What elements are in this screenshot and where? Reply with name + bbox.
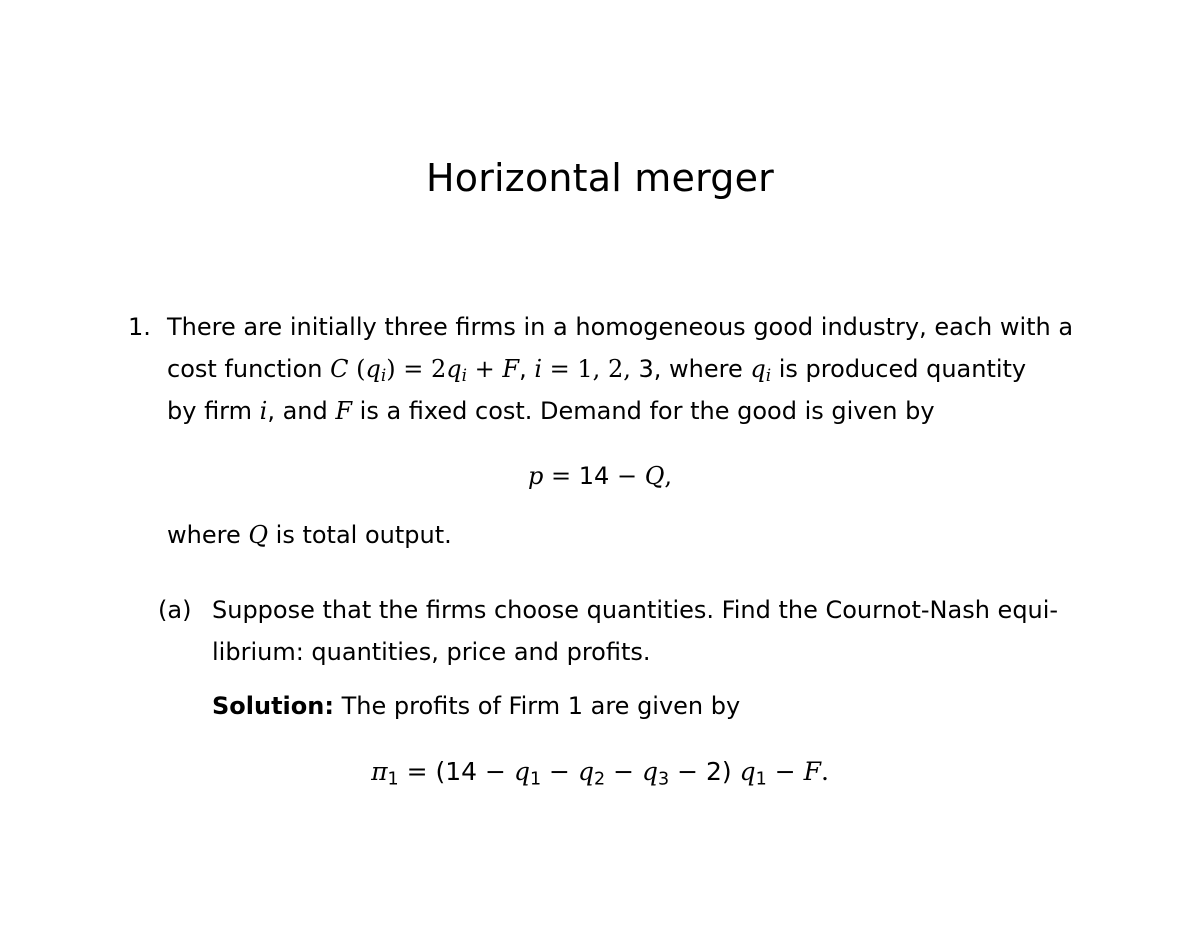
solution-text: The profits of Firm 1 are given by (333, 692, 741, 720)
problem-line-1: There are initially three firms in a homogeneous good industry, each with a (167, 313, 1074, 341)
part-a-label: (a) (158, 596, 192, 624)
where-line: where Q is total output. (167, 521, 452, 549)
problem-line-3: by firm i, and F is a fixed cost. Demand for the good is given by (167, 397, 935, 425)
solution-label: Solution: (212, 692, 334, 720)
problem-number: 1. (128, 313, 151, 341)
demand-equation: p = 14 − Q, (527, 462, 673, 490)
solution-line (212, 685, 740, 727)
part-a-text (212, 589, 1058, 673)
page-title: Horizontal merger (426, 156, 774, 200)
profit-equation: $\pi_1 = (14 - q_1 - q_2 - q_3 - 2) q_1 - F$. (371, 757, 829, 790)
problem-line-2: cost function C $(q_i) = 2q_i + F$, i = 1, 2, 3, where $q_i$ is produced quantity (167, 355, 1027, 386)
part-a-line-2: librium: quantities, price and profits. (212, 638, 651, 666)
problem-text (167, 306, 1073, 432)
part-a-line-1: Suppose that the firms choose quantities. Find the Cournot-Nash equi- (212, 596, 1059, 624)
